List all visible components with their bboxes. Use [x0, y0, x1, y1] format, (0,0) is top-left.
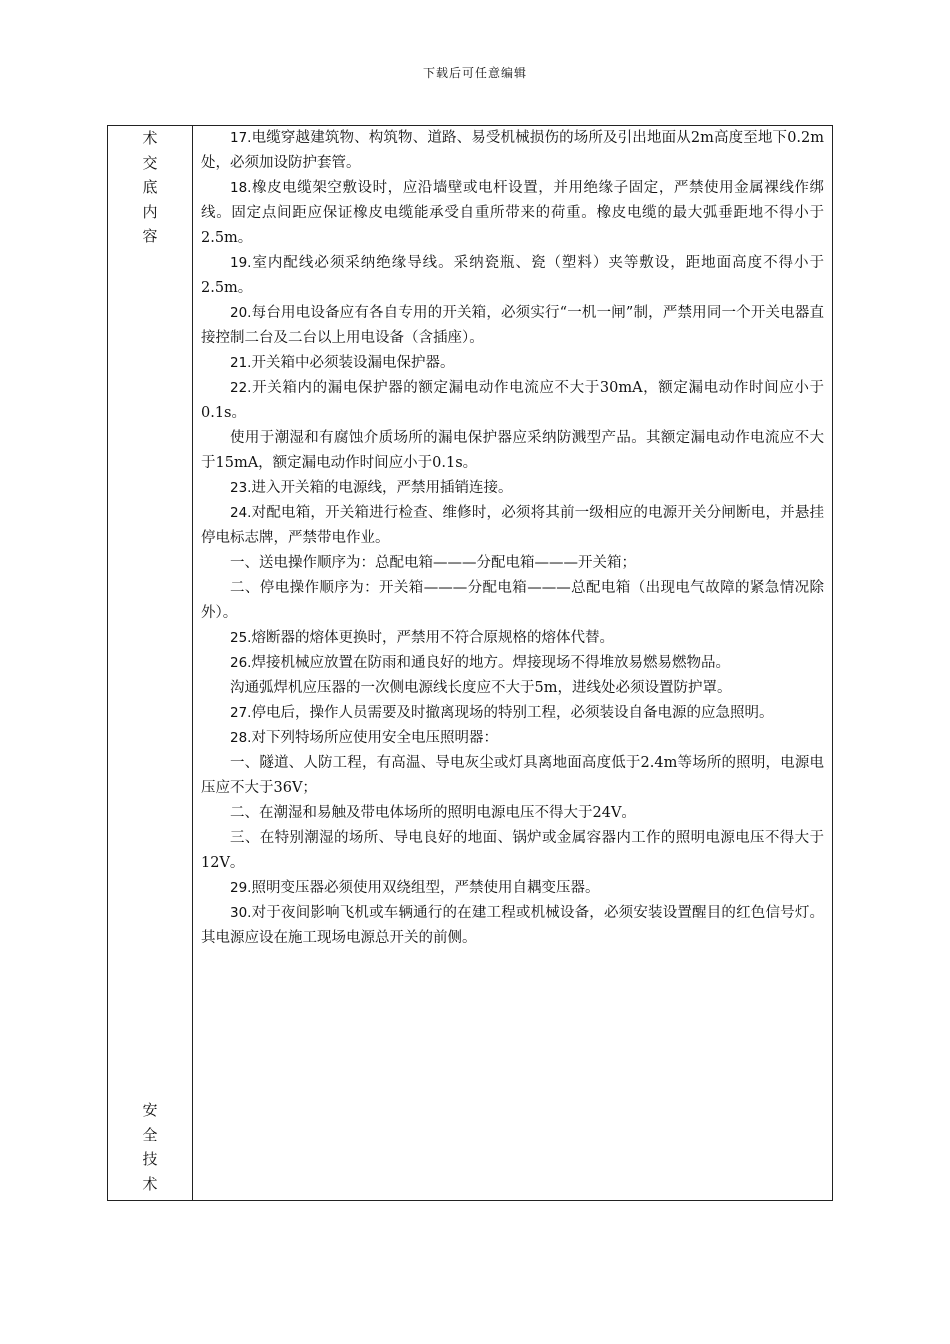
content-paragraph — [201, 501, 824, 551]
paragraph-text: 对下列特场所应使用安全电压照明器： — [251, 730, 498, 746]
paragraph-text: 开关箱内的漏电保护器的额定漏电动作电流应不大于30mA，额定漏电动作时间应小于0.1s。 — [201, 380, 824, 421]
paragraph-text: 橡皮电缆架空敷设时，应沿墙壁或电杆设置，并用绝缘子固定，严禁使用金属裸线作绑线。固定点间距应保证橡皮电缆能承受自重所带来的荷重。橡皮电缆的最大弧垂距地不得小于2.5m。 — [201, 180, 824, 246]
content-paragraph — [201, 876, 824, 901]
paragraph-text: 一、隧道、人防工程，有高温、导电灰尘或灯具离地面高度低于2.4m等场所的照明，电源电压应不大于36V； — [201, 755, 824, 796]
page-header: 下载后可任意编辑 — [422, 66, 527, 80]
paragraph-number: 28. — [230, 730, 252, 746]
paragraph-text: 对于夜间影响飞机或车辆通行的在建工程或机械设备，必须安装设置醒目的红色信号灯。其电源应设在施工现场电源总开关的前侧。 — [201, 905, 824, 946]
paragraph-number: 22. — [230, 380, 252, 396]
paragraph-number: 27. — [230, 705, 252, 721]
side-label-char: 技 — [142, 1150, 158, 1168]
content-paragraph — [201, 176, 824, 251]
paragraph-text: 二、停电操作顺序为：开关箱———分配电箱———总配电箱（出现电气故障的紧急情况除外）。 — [201, 580, 824, 621]
side-label-column — [108, 126, 193, 1200]
side-label-char: 内 — [142, 202, 158, 221]
paragraph-text: 焊接机械应放置在防雨和通良好的地方。焊接现场不得堆放易燃易燃物品。 — [251, 655, 730, 671]
disclosure-table — [107, 125, 833, 1201]
content-paragraph — [201, 551, 824, 576]
paragraph-text: 使用于潮湿和有腐蚀介质场所的漏电保护器应采纳防溅型产品。其额定漏电动作电流应不大于15mA，额定漏电动作时间应小于0.1s。 — [201, 430, 824, 471]
paragraph-text: 开关箱中必须装设漏电保护器。 — [251, 355, 455, 371]
paragraph-number: 21. — [230, 355, 252, 371]
paragraph-text: 电缆穿越建筑物、构筑物、道路、易受机械损伤的场所及引出地面从2m高度至地下0.2m处，必须加设防护套管。 — [201, 130, 824, 171]
paragraph-text: 停电后，操作人员需要及时撤离现场的特别工程，必须装设自备电源的应急照明。 — [251, 705, 774, 721]
side-label-char: 交 — [142, 153, 158, 172]
content-paragraph — [201, 426, 824, 476]
side-label-char: 术 — [142, 129, 158, 147]
content-paragraph — [201, 301, 824, 351]
content-body — [194, 126, 834, 951]
content-paragraph — [201, 126, 824, 176]
paragraph-number: 24. — [230, 505, 252, 521]
paragraph-number: 23. — [230, 480, 252, 496]
paragraph-text: 三、在特别潮湿的场所、导电良好的地面、锅炉或金属容器内工作的照明电源电压不得大于12V。 — [201, 830, 824, 871]
side-label-char: 术 — [142, 1174, 158, 1193]
paragraph-text: 照明变压器必须使用双绕组型，严禁使用自耦变压器。 — [251, 880, 600, 896]
content-paragraph — [201, 651, 824, 676]
paragraph-number: 29. — [230, 880, 252, 896]
side-label-char: 安 — [142, 1101, 158, 1119]
paragraph-number: 20. — [230, 305, 252, 321]
paragraph-text: 二、在潮湿和易触及带电体场所的照明电源电压不得大于24V。 — [230, 805, 636, 821]
paragraph-number: 26. — [230, 655, 252, 671]
content-paragraph — [201, 476, 824, 501]
side-label-char: 全 — [142, 1125, 158, 1144]
paragraph-text: 每台用电设备应有各自专用的开关箱，必须实行“一机一闸”制，严禁用同一个开关电器直接控制二台及二台以上用电设备（含插座）。 — [201, 305, 824, 346]
paragraph-text: 一、送电操作顺序为：总配电箱———分配电箱———开关箱； — [230, 555, 636, 571]
paragraph-text: 沟通弧焊机应压器的一次侧电源线长度应不大于5m，进线处必须设置防护罩。 — [230, 680, 732, 696]
paragraph-number: 19. — [230, 255, 252, 271]
content-paragraph — [201, 751, 824, 801]
content-paragraph — [201, 251, 824, 301]
paragraph-text: 进入开关箱的电源线，严禁用插销连接。 — [251, 480, 513, 496]
content-paragraph — [201, 576, 824, 626]
paragraph-text: 室内配线必须采纳绝缘导线。采纳瓷瓶、瓷（塑料）夹等敷设，距地面高度不得小于2.5m。 — [201, 255, 824, 296]
paragraph-number: 30. — [230, 905, 252, 921]
content-paragraph — [201, 676, 824, 701]
paragraph-number: 18. — [230, 180, 252, 196]
content-paragraph — [201, 376, 824, 426]
content-paragraph — [201, 726, 824, 751]
side-label-top — [108, 126, 192, 249]
paragraph-text: 熔断器的熔体更换时，严禁用不符合原规格的熔体代替。 — [251, 630, 614, 646]
content-paragraph — [201, 626, 824, 651]
content-paragraph — [201, 801, 824, 826]
content-paragraph — [201, 826, 824, 876]
side-label-bottom — [108, 1098, 192, 1196]
content-paragraph — [201, 701, 824, 726]
side-label-char: 底 — [142, 178, 158, 196]
content-paragraph — [201, 901, 824, 951]
paragraph-number: 25. — [230, 630, 252, 646]
paragraph-number: 17. — [230, 130, 252, 146]
paragraph-text: 对配电箱，开关箱进行检查、维修时，必须将其前一级相应的电源开关分闸断电，并悬挂停电标志牌，严禁带电作业。 — [201, 505, 824, 546]
side-label-char: 容 — [142, 227, 158, 245]
content-paragraph — [201, 351, 824, 376]
